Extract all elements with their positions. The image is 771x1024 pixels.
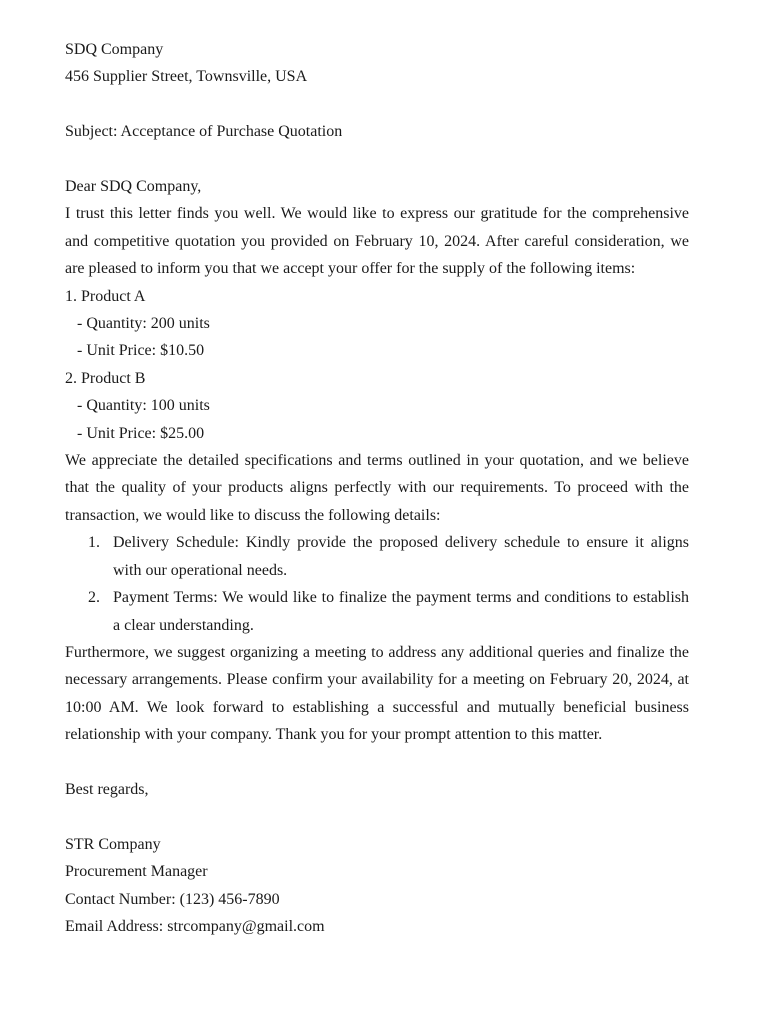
product-item-title: 1. Product A (65, 287, 146, 305)
signature-title: Procurement Manager (65, 863, 208, 881)
discussion-point-text: Payment Terms: We would like to finalize the payment terms and conditions to establish a clear understanding. (113, 589, 689, 634)
signature-company: STR Company (65, 835, 161, 853)
signature-email: Email Address: strcompany@gmail.com (65, 917, 325, 935)
paragraph-meeting: Furthermore, we suggest organizing a meeting to address any additional queries and finalize the necessary arrangements. Please confirm your availability for a meeting on February 20, 2024, at 10:00 AM. We look forward to establishing a successful and mutually beneficial business relationship with your company. Thank you for your prompt attention to this matter. (65, 643, 689, 744)
paragraph-intro: I trust this letter finds you well. We would like to express our gratitude for the comprehensive and competitive quotation you provided on February 10, 2024. After careful consideration, we are pleased to inform you that we accept your offer for the supply of the following items: (65, 205, 689, 278)
product-item-unit-price: - Unit Price: $10.50 (77, 342, 205, 360)
product-item-quantity: - Quantity: 100 units (77, 397, 210, 415)
discussion-point-number: 2. (88, 589, 100, 607)
product-item-title: 2. Product B (65, 369, 146, 387)
product-item-unit-price: - Unit Price: $25.00 (77, 424, 205, 442)
discussion-point (65, 584, 689, 639)
subject-line: Subject: Acceptance of Purchase Quotation (65, 123, 343, 141)
discussion-point-number: 1. (88, 534, 100, 552)
paragraph-appreciation: We appreciate the detailed specifications and terms outlined in your quotation, and we believe that the quality of your products aligns perfectly with our requirements. To proceed with the transaction, we would like to discuss the following details: (65, 452, 689, 524)
sender-address: 456 Supplier Street, Townsville, USA (65, 68, 308, 86)
discussion-point-text: Delivery Schedule: Kindly provide the proposed delivery schedule to ensure it aligns with our operational needs. (113, 534, 689, 579)
product-item-quantity: - Quantity: 200 units (77, 315, 210, 333)
signature-contact: Contact Number: (123) 456-7890 (65, 890, 280, 908)
closing: Best regards, (65, 780, 149, 798)
discussion-point (65, 529, 689, 584)
sender-company: SDQ Company (65, 41, 164, 58)
salutation: Dear SDQ Company, (65, 178, 202, 195)
